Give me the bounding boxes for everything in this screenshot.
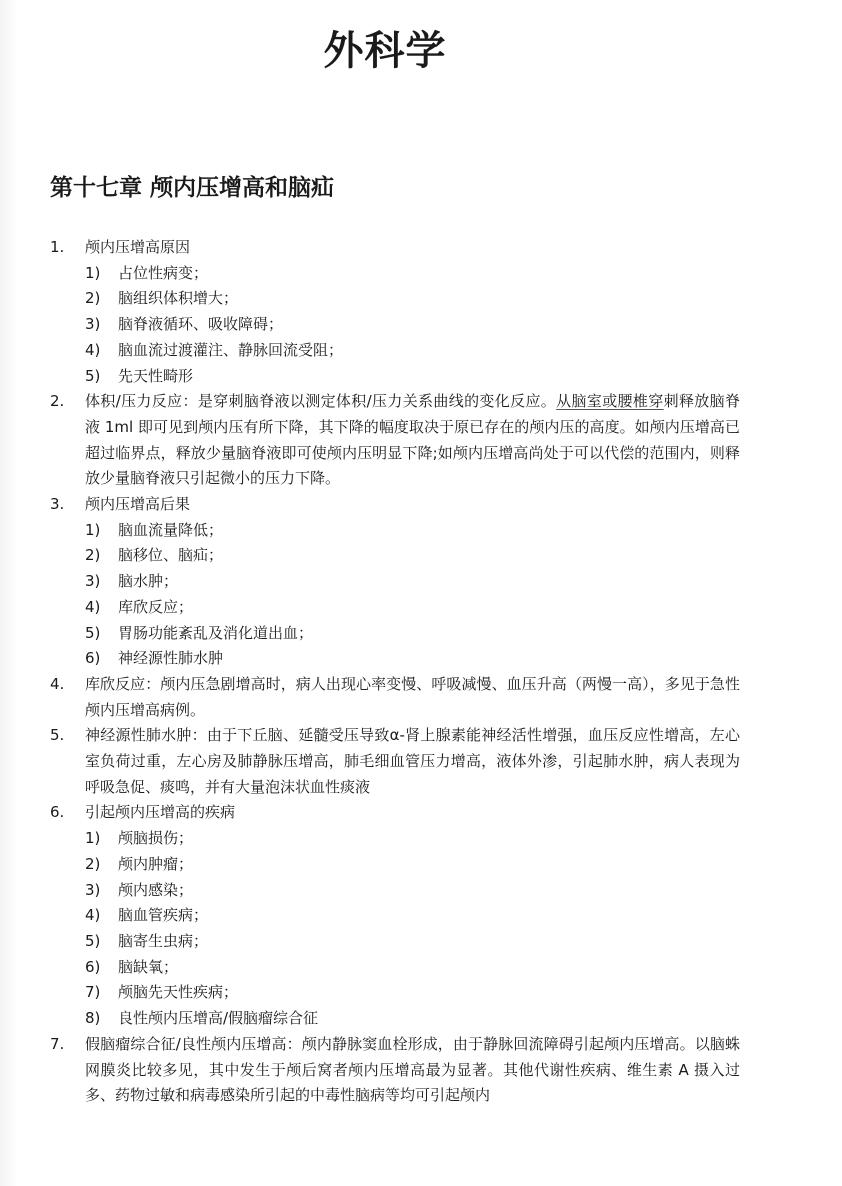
sub-item-number: 3) xyxy=(85,880,101,899)
sub-list-item xyxy=(85,929,740,955)
sub-list xyxy=(85,518,740,672)
list-item xyxy=(50,1032,740,1109)
sub-list-item xyxy=(85,569,740,595)
sub-list-item xyxy=(85,903,740,929)
sub-item-number: 1) xyxy=(85,829,101,848)
item-number: 4. xyxy=(50,674,65,693)
sub-item-number: 5) xyxy=(85,623,101,642)
list-item xyxy=(50,800,740,1031)
item-number: 6. xyxy=(50,803,65,822)
sub-item-text: 脑血流量降低； xyxy=(118,520,224,539)
list-item xyxy=(50,723,740,800)
sub-item-text: 脑组织体积增大； xyxy=(118,289,239,308)
sub-item-text: 库欣反应； xyxy=(118,597,194,616)
list-item xyxy=(50,492,740,672)
item-text: 颅内压增高原因 xyxy=(85,238,191,256)
sub-item-text: 脑寄生虫病； xyxy=(118,931,209,950)
list-item xyxy=(50,235,740,389)
sub-item-number: 7) xyxy=(85,983,101,1002)
sub-list-item xyxy=(85,286,740,312)
sub-list-item xyxy=(85,364,740,390)
sub-item-number: 2) xyxy=(85,289,101,308)
list-item xyxy=(50,672,740,723)
item-text: 假脑瘤综合征/良性颅内压增高：颅内静脉窦血栓形成，由于静脉回流障碍引起颅内压增高。以脑蛛网膜炎比较多见，其中发生于颅后窝者颅内压增高最为显著。其他代谢性疾病、维生素 A 摄入过多、药物过敏和病毒感染所引起的中毒性脑病等均可引起颅内 xyxy=(85,1034,740,1105)
sub-item-number: 3) xyxy=(85,572,101,591)
sub-item-text: 脑血管疾病； xyxy=(118,906,209,925)
sub-item-number: 4) xyxy=(85,597,101,616)
sub-item-text: 神经源性肺水肿 xyxy=(118,649,224,668)
item-text xyxy=(85,389,740,492)
sub-list-item xyxy=(85,826,740,852)
sub-item-number: 2) xyxy=(85,546,101,565)
document-title: 外科学 xyxy=(323,28,447,74)
sub-list-item xyxy=(85,312,740,338)
sub-list-item xyxy=(85,595,740,621)
sub-list-item xyxy=(85,518,740,544)
sub-item-number: 1) xyxy=(85,520,101,539)
sub-list-item xyxy=(85,543,740,569)
sub-item-text: 颅内感染； xyxy=(118,880,194,899)
underlined-text: 从脑室或腰椎穿 xyxy=(556,392,664,411)
sub-list-item xyxy=(85,338,740,364)
item-text: 引起颅内压增高的疾病 xyxy=(85,803,236,822)
item-text-part: 体积/压力反应：是穿刺脑脊液以测定体积/压力关系曲线的变化反应。 xyxy=(85,392,557,411)
sub-item-text: 占位性病变； xyxy=(118,263,209,282)
sub-item-number: 5) xyxy=(85,931,101,950)
sub-item-number: 5) xyxy=(85,366,101,385)
chapter-title: 第十七章 颅内压增高和脑疝 xyxy=(50,175,335,201)
sub-item-text: 脑血流过渡灌注、静脉回流受阻； xyxy=(118,340,344,359)
sub-list-item xyxy=(85,646,740,672)
item-number: 7. xyxy=(50,1034,65,1053)
sub-item-text: 先天性畸形 xyxy=(118,366,194,385)
sub-list-item xyxy=(85,621,740,647)
sub-list-item xyxy=(85,1006,740,1032)
sub-item-number: 4) xyxy=(85,906,101,925)
item-number: 2. xyxy=(50,392,65,411)
item-text: 神经源性肺水肿：由于下丘脑、延髓受压导致α-肾上腺素能神经活性增强，血压反应性增高，左心室负荷过重，左心房及肺静脉压增高，肺毛细血管压力增高，液体外渗，引起肺水肿，病人表现为呼吸急促、痰鸣，并有大量泡沫状血性痰液 xyxy=(85,726,740,796)
item-number: 1. xyxy=(50,238,65,256)
sub-list-item xyxy=(85,955,740,981)
item-text-part: 刺释放脑脊液 1ml 即可见到颅内压有所下降，其下降的幅度取决于原已存在的颅内压的高度。如颅内压增高已超过临界点，释放少量脑脊液即可使颅内压明显下降;如颅内压增高尚处于可以代偿的范围内，则释放少量脑脊液只引起微小的压力下降。 xyxy=(85,392,740,488)
sub-item-number: 3) xyxy=(85,315,101,334)
item-text: 库欣反应：颅内压急剧增高时，病人出现心率变慢、呼吸减慢、血压升高（两慢一高），多见于急性颅内压增高病例。 xyxy=(85,674,740,719)
item-text: 颅内压增高后果 xyxy=(85,495,191,514)
sub-list xyxy=(85,261,740,390)
item-number: 5. xyxy=(50,726,65,745)
sub-item-number: 2) xyxy=(85,854,101,873)
sub-item-text: 颅脑损伤； xyxy=(118,829,194,848)
sub-item-text: 颅脑先天性疾病； xyxy=(118,983,239,1002)
sub-item-number: 4) xyxy=(85,340,101,359)
sub-item-number: 8) xyxy=(85,1009,101,1028)
document-body xyxy=(50,235,740,1109)
sub-item-text: 脑水肿； xyxy=(118,572,179,591)
sub-item-text: 脑移位、脑疝； xyxy=(118,546,224,565)
sub-item-text: 脑脊液循环、吸收障碍； xyxy=(118,315,284,334)
sub-item-number: 6) xyxy=(85,649,101,668)
sub-item-text: 脑缺氧； xyxy=(118,957,179,976)
sub-item-number: 1) xyxy=(85,263,101,282)
list-item xyxy=(50,389,740,492)
sub-list-item xyxy=(85,261,740,287)
sub-item-text: 胃肠功能紊乱及消化道出血； xyxy=(118,623,314,642)
sub-list-item xyxy=(85,878,740,904)
sub-item-text: 颅内肿瘤； xyxy=(118,854,194,873)
sub-list-item xyxy=(85,852,740,878)
sub-item-text: 良性颅内压增高/假脑瘤综合征 xyxy=(118,1009,319,1028)
item-number: 3. xyxy=(50,495,65,514)
sub-list xyxy=(85,826,740,1032)
sub-list-item xyxy=(85,980,740,1006)
sub-item-number: 6) xyxy=(85,957,101,976)
